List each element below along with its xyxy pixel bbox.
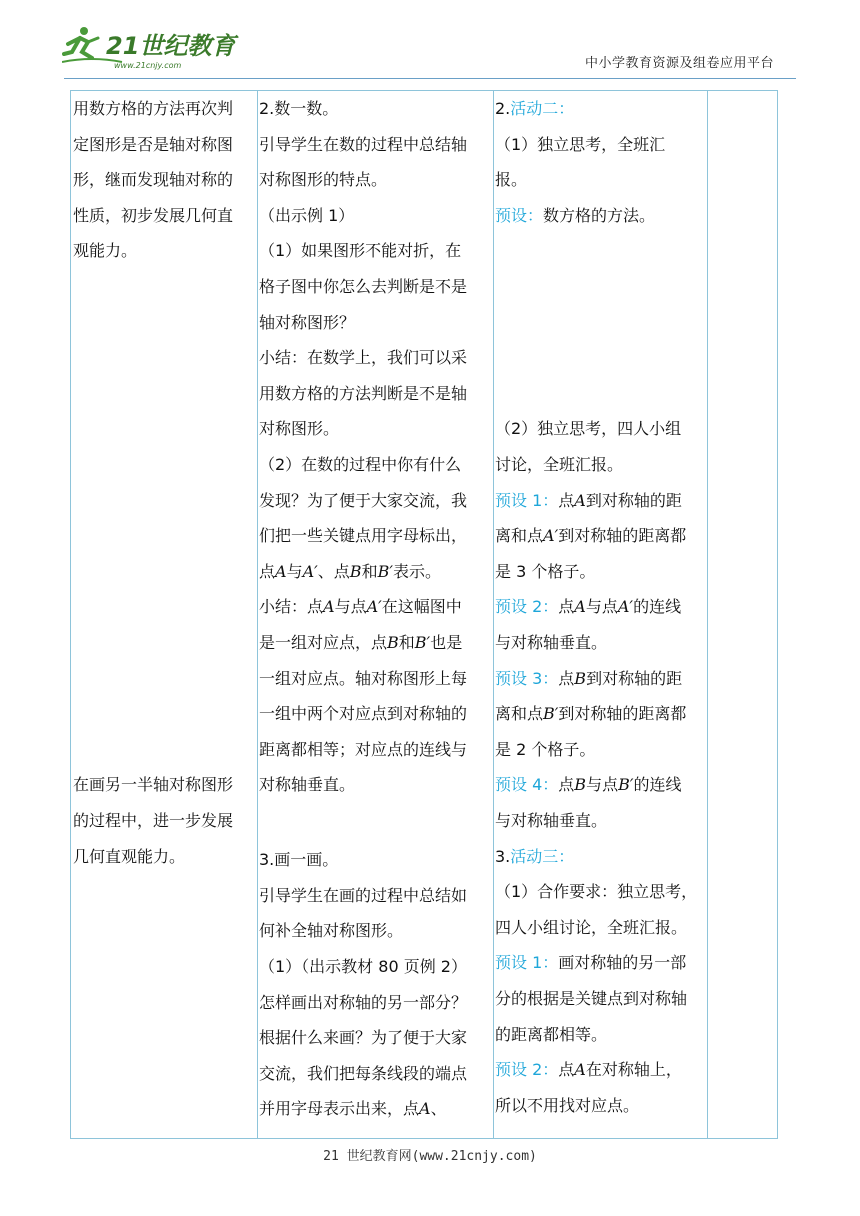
text-fragment: 引导学生在数的过程中总结轴 <box>259 134 468 154</box>
text-line <box>259 696 467 732</box>
text-fragment: 2. <box>495 99 511 118</box>
text-fragment: 在画另一半轴对称图形 <box>73 775 234 795</box>
text-fragment: 3. <box>495 846 511 866</box>
text-fragment: 观能力。 <box>73 241 138 261</box>
text-fragment: 性质，初步发展几何直 <box>73 205 234 225</box>
text-line <box>495 91 574 127</box>
text-fragment: 一组对应点。轴对称图形上每 <box>259 668 468 688</box>
text-line <box>495 803 607 839</box>
text-line <box>259 340 467 376</box>
text-fragment: 也是 <box>430 633 463 652</box>
text-fragment: 到对称轴的距离都 <box>558 704 687 724</box>
text-fragment: 怎样画出对称轴的另一部分？ <box>259 992 468 1012</box>
text-fragment: 离和点 <box>495 704 544 724</box>
point-label: B′ <box>618 775 634 795</box>
text-fragment: （1）合作要求：独立思考， <box>495 882 698 902</box>
text-fragment: 距离都相等；对应点的连线与 <box>259 739 468 759</box>
text-fragment <box>495 704 686 723</box>
text-line <box>495 518 686 554</box>
text-fragment: 在对称轴上， <box>585 1060 682 1080</box>
text-fragment: 与对称轴垂直。 <box>495 811 608 830</box>
point-label: A <box>323 597 335 617</box>
point-label: B <box>574 668 587 688</box>
text-fragment: 对称图形。 <box>259 419 340 439</box>
text-fragment <box>259 562 441 581</box>
text-fragment: 交流，我们把每条线段的端点 <box>259 1063 468 1083</box>
text-line <box>259 554 441 590</box>
text-fragment: 与点 <box>586 775 619 795</box>
text-fragment: 何补全轴对称图形。 <box>259 921 404 941</box>
text-fragment: 分的根据是关键点到对称轴 <box>495 989 688 1008</box>
text-fragment: 报。 <box>495 170 528 190</box>
text-line <box>495 945 686 981</box>
text-line <box>495 411 681 447</box>
activity-label: 预设 4： <box>495 775 559 795</box>
point-label: A <box>574 597 586 617</box>
text-fragment: 在这幅图中 <box>381 597 462 617</box>
notes-cell <box>708 91 778 1139</box>
text-fragment <box>558 1060 682 1079</box>
text-line <box>259 985 467 1021</box>
text-fragment: 一组中两个对应点到对称轴的 <box>259 704 468 724</box>
text-line <box>259 1056 467 1092</box>
text-line <box>495 732 595 768</box>
text-fragment: 点 <box>558 668 575 688</box>
lesson-plan-table <box>70 90 778 1139</box>
text-line <box>495 910 687 946</box>
text-fragment: 并用字母表示出来，点 <box>259 1099 420 1119</box>
text-fragment: 到对称轴的距 <box>585 490 682 510</box>
text-fragment: 离和点 <box>495 526 544 546</box>
text-fragment: 发现？为了便于大家交流，我 <box>259 490 468 510</box>
text-line <box>259 233 461 269</box>
logo <box>62 22 242 78</box>
activity-label: 预设 1： <box>495 490 559 510</box>
text-fragment: 用数方格的方法判断是不是轴 <box>259 383 468 403</box>
text-line <box>73 803 233 839</box>
text-fragment <box>259 597 462 616</box>
text-line <box>259 913 403 949</box>
point-label: A <box>419 1099 431 1119</box>
text-line <box>259 949 467 985</box>
text-line <box>495 1052 682 1088</box>
text-line <box>495 127 665 163</box>
text-fragment: （2）独立思考，四人小组 <box>495 419 682 439</box>
text-fragment: 、点 <box>317 561 350 581</box>
text-fragment: 引导学生在画的过程中总结如 <box>259 885 468 905</box>
text-fragment: 是一组对应点，点 <box>259 633 388 652</box>
activity-label: 活动三： <box>510 846 575 866</box>
runner-logo-icon <box>62 22 242 78</box>
point-label: B′ <box>414 633 431 652</box>
text-fragment: 点 <box>558 490 575 510</box>
teacher-activity-cell <box>258 91 494 1139</box>
text-fragment: 用数方格的方法再次判 <box>73 99 234 118</box>
text-line <box>495 589 681 625</box>
text-line <box>73 162 233 198</box>
text-line <box>495 625 607 661</box>
text-fragment <box>495 526 686 545</box>
activity-label: 预设 3： <box>495 668 559 688</box>
text-fragment: 到对称轴的距 <box>586 668 683 688</box>
text-line <box>259 162 387 198</box>
platform-name: 中小学教育资源及组卷应用平台 <box>584 56 774 71</box>
text-fragment <box>558 669 682 688</box>
text-line <box>495 162 527 198</box>
text-line <box>495 554 595 590</box>
text-line <box>259 198 354 234</box>
text-fragment <box>558 597 681 616</box>
text-fragment: 形，继而发现轴对称的 <box>73 170 234 190</box>
text-line <box>259 269 467 305</box>
text-fragment: 对称图形的特点。 <box>259 170 388 190</box>
activity-label: 活动二： <box>510 99 575 118</box>
text-fragment: 根据什么来画？为了便于大家 <box>259 1028 468 1048</box>
text-fragment: 小结：点 <box>259 597 324 617</box>
text-fragment: 3.画一画。 <box>259 850 339 870</box>
header-divider <box>64 78 796 79</box>
point-label: B′ <box>543 704 559 724</box>
text-fragment: 点 <box>558 597 575 617</box>
text-line <box>495 198 655 234</box>
text-fragment: 与 <box>286 561 303 581</box>
point-label: A <box>275 561 287 581</box>
text-line <box>259 767 355 803</box>
text-fragment: 点 <box>558 775 575 795</box>
text-fragment: 的过程中，进一步发展 <box>73 811 234 830</box>
text-fragment: 几何直观能力。 <box>73 846 186 866</box>
text-line <box>259 483 467 519</box>
text-fragment: 、 <box>430 1099 447 1119</box>
text-fragment: 四人小组讨论，全班汇报。 <box>495 917 688 937</box>
text-fragment <box>259 633 462 652</box>
point-label: A <box>574 1060 586 1080</box>
text-fragment: 的连线 <box>633 775 682 795</box>
text-fragment: （1）如果图形不能对折，在 <box>259 241 462 261</box>
point-label: A′ <box>617 597 634 617</box>
text-line <box>73 839 185 875</box>
text-line <box>259 625 462 661</box>
design-intent-cell <box>71 91 258 1139</box>
activity-label: 预设 1： <box>495 953 559 973</box>
text-line <box>259 447 461 483</box>
text-fragment: （1）（出示教材 80 页例 2） <box>259 956 467 976</box>
text-fragment: 点 <box>259 561 276 581</box>
page-footer: 21 世纪教育网(www.21cnjy.com) <box>323 1149 537 1164</box>
point-label: A <box>574 490 586 510</box>
text-fragment: 对称轴垂直。 <box>259 775 356 795</box>
text-line <box>259 376 467 412</box>
text-line <box>259 878 467 914</box>
point-label: A′ <box>543 526 559 546</box>
text-fragment: 与对称轴垂直。 <box>495 633 608 652</box>
text-line <box>259 661 467 697</box>
point-label: A′ <box>366 597 382 617</box>
text-fragment: （出示例 1） <box>259 205 355 225</box>
text-fragment: 和 <box>361 561 378 581</box>
text-fragment: （2）在数的过程中你有什么 <box>259 455 462 474</box>
activity-label: 预设 2： <box>495 1060 559 1080</box>
text-fragment: （1）独立思考，全班汇 <box>495 134 666 154</box>
text-line <box>73 91 233 127</box>
text-line <box>259 842 338 878</box>
text-fragment: 定图形是否是轴对称图 <box>73 134 234 154</box>
text-line <box>73 767 233 803</box>
text-fragment: 到对称轴的距离都 <box>558 526 687 546</box>
text-fragment: 和 <box>398 633 415 652</box>
text-fragment: 数方格的方法。 <box>543 205 656 225</box>
text-fragment: 是 2 个格子。 <box>495 739 596 759</box>
activity-label: 预设 2： <box>495 597 559 617</box>
text-line <box>73 127 233 163</box>
text-fragment: 小结：在数学上，我们可以采 <box>259 348 468 368</box>
text-fragment: 的连线 <box>633 597 682 617</box>
text-line <box>495 767 681 803</box>
text-line <box>259 411 339 447</box>
text-line <box>495 874 697 910</box>
activity-label: 预设： <box>495 205 544 225</box>
text-line <box>73 233 137 269</box>
text-line <box>495 696 686 732</box>
text-line <box>495 447 623 483</box>
text-line <box>259 732 467 768</box>
text-fragment: 讨论，全班汇报。 <box>495 455 624 474</box>
point-label: B′ <box>377 561 393 581</box>
text-line <box>495 981 687 1017</box>
text-fragment: 所以不用找对应点。 <box>495 1095 640 1115</box>
point-label: A′ <box>302 561 318 581</box>
text-line <box>495 1088 639 1124</box>
text-fragment: 轴对称图形？ <box>259 312 356 332</box>
text-fragment: 与点 <box>585 597 618 617</box>
text-fragment: 与点 <box>334 597 367 617</box>
text-fragment: 点 <box>558 1060 575 1080</box>
text-line <box>259 518 467 554</box>
text-fragment: 表示。 <box>392 561 441 581</box>
page-header <box>0 0 860 84</box>
text-fragment: 是 3 个格子。 <box>495 561 596 581</box>
text-fragment <box>259 1099 447 1118</box>
text-fragment: 格子图中你怎么去判断是不是 <box>259 277 468 296</box>
text-line <box>73 198 233 234</box>
text-line <box>259 1020 467 1056</box>
text-fragment: 们把一些关键点用字母标出， <box>259 526 468 546</box>
text-line <box>495 839 574 875</box>
point-label: B <box>349 561 362 581</box>
text-line <box>259 305 355 341</box>
student-activity-cell <box>494 91 708 1139</box>
text-line <box>259 589 462 625</box>
point-label: B <box>387 633 399 652</box>
text-line <box>495 661 682 697</box>
text-fragment: 画对称轴的另一部 <box>558 953 687 973</box>
logo-text: 21世纪教育 <box>106 32 236 60</box>
point-label: B <box>574 775 587 795</box>
text-line <box>259 127 467 163</box>
text-fragment <box>558 491 682 510</box>
text-line <box>495 483 682 519</box>
text-fragment <box>558 775 681 794</box>
text-fragment: 2.数一数。 <box>259 99 339 118</box>
text-line <box>495 1017 607 1053</box>
logo-url: www.21cnjy.com <box>114 61 182 70</box>
text-fragment: 的距离都相等。 <box>495 1024 608 1044</box>
text-line <box>259 91 338 127</box>
text-line <box>259 1091 447 1127</box>
